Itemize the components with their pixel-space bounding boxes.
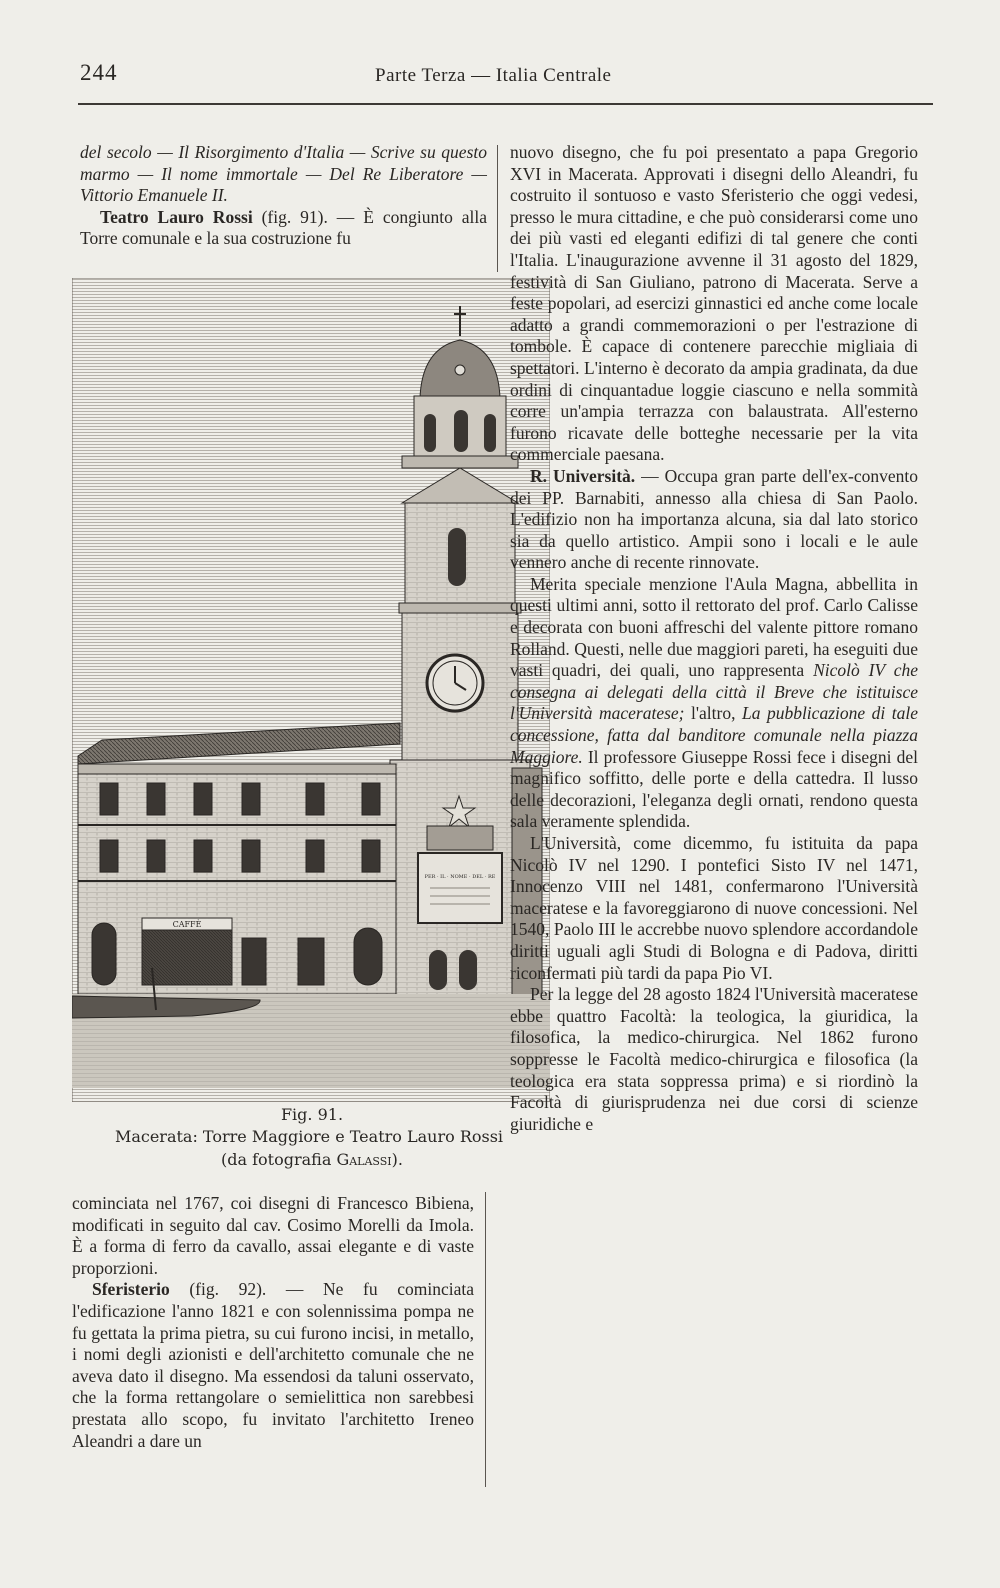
right-column-text: [510, 142, 918, 1135]
sferisterio-continued: nuovo disegno, che fu poi presentato a papa Gregorio XVI in Macerata. Approvati i disegni dello Aleandri, fu costruito il sontuoso e vasto Sferisterio che oggi vedesi, presso le mura cittadine, e che può considerarsi come uno dei più vasti ed eleganti edifizi di tal genere che conti l'Italia. L'inaugurazione avvenne il 31 agosto del 1829, festività di San Giuliano, patrono di Macerata. Serve a feste popolari, ad esercizi ginnastici ed anche come locale adatto a grandi commemorazioni o per l'estrazione di tombole. È capace di contenere parecchie migliaia di spettatori. L'interno è decorato da ampia gradinata, da due ordini di cinquantadue loggie ciascuno e nella sommità corre un'ampia terrazza con balaustrata. All'esterno furono ricavate delle botteghe necessarie per la vita commerciale paesana.: [510, 142, 918, 465]
header-rule: [78, 103, 933, 105]
figure-caption: Macerata: Torre Maggiore e Teatro Lauro Rossi: [114, 1127, 504, 1146]
theatre-facade: [78, 774, 396, 994]
sferisterio-heading: Sferisterio: [92, 1279, 170, 1300]
page-number: 244: [80, 60, 118, 85]
running-title: Parte Terza — Italia Centrale: [375, 65, 612, 86]
teatro-heading: Teatro Lauro Rossi: [100, 206, 253, 227]
aula-magna-paragraph: Merita speciale menzione l'Aula Magna, abbellita in questi ultimi anni, sotto il rettorato del prof. Carlo Calisse e decorata con buoni affreschi del valente pittore romano Rolland. Questi, nelle due maggiori pareti, ha eseguiti due vasti quadri, dei quali, uno rappresenta Nicolò IV che consegna ai delegati della città il Breve che istituisce l'Università maceratese; l'altro, La pubblicazione di tale concessione, fatta dal banditore comunale nella piazza Maggiore. Il professore Giuseppe Rossi fece i disegni del magnifico soffitto, delle porte e della cattedra. Il lusso delle decorazioni, l'eleganza degli ornati, rendono questa sala veramente splendida.: [510, 573, 918, 832]
history-paragraph: L'Università, come dicemmo, fu istituita da papa Nicolò IV nel 1290. I pontefici Sisto IV nel 1471, Innocenzo VIII nel 1481, confermarono l'Università maceratese e la favoreggiarono di nuove concessioni. Nel 1540, Paolo III le accrebbe nuovo splendore accordandole diritti uguali agli Studi di Bologna e di Padova, diritti riconfermati più tardi da papa Pio VI.: [510, 833, 918, 983]
plaque-text: PER · IL · NOME · DEL · RE: [424, 874, 496, 880]
sferisterio-paragraph: Sferisterio (fig. 92). — Ne fu cominciata l'edificazione l'anno 1821 e con solennissima pompa ne fu gettata la prima pietra, su cui furono incisi, in metallo, i nomi degli azionisti e dell'architetto comunale che ne aveva dato il disegno. Ma essendosi da taluni osservato, che la forma rettangolare o semielittica non sarebbesi prestata allo scopo, fu invitato l'architetto Ireneo Aleandri a dare un: [72, 1279, 474, 1451]
photographer-name: Galassi: [336, 1150, 392, 1169]
shop-sign: CAFFÈ: [172, 920, 202, 929]
italic-inscription: del secolo — Il Risorgimento d'Italia — Scrive su questo marmo — Il nome immortale — Del Re Liberatore — Vittorio Emanuele II.: [80, 142, 487, 206]
teatro-paragraph: Teatro Lauro Rossi (fig. 91). — È congiunto alla Torre comunale e la sua costruzione fu: [80, 206, 487, 249]
column-rule-bottom: [485, 1192, 486, 1487]
teatro-continued: cominciata nel 1767, coi disegni di Francesco Bibiena, modificati in seguito dal cav. Cosimo Morelli da Imola. È a forma di ferro da cavallo, assai elegante e di vaste proporzioni.: [72, 1193, 474, 1278]
left-bottom-text: [72, 1193, 474, 1452]
figure-credit: (da fotografia Galassi).: [221, 1150, 403, 1169]
figure-number: Fig. 91.: [280, 1105, 344, 1124]
faculties-paragraph: Per la legge del 28 agosto 1824 l'Università maceratese ebbe quattro Facoltà: la teologica, la giuridica, la filosofica, la medico-chirurgica. Nel 1862 furono soppresse le Facoltà medico-chirurgica e filosofica (la teologica era stata soppressa prima) e si riordinò la Facoltà di giurisprudenza nei due corsi di scienze giuridiche e: [510, 984, 918, 1134]
universita-heading: R. Università.: [530, 465, 636, 486]
left-top-text: [80, 142, 487, 250]
universita-paragraph: R. Università. — Occupa gran parte dell'ex-convento dei PP. Barnabiti, annesso alla chiesa di San Paolo. L'edifizio non ha importanza alcuna, sia dal lato storico sia da quello artistico. Ampii sono i locali e le aule vennero anche di recente rinnovate.: [510, 465, 918, 573]
figure-engraving: [72, 278, 550, 1102]
column-rule-top: [497, 145, 498, 272]
